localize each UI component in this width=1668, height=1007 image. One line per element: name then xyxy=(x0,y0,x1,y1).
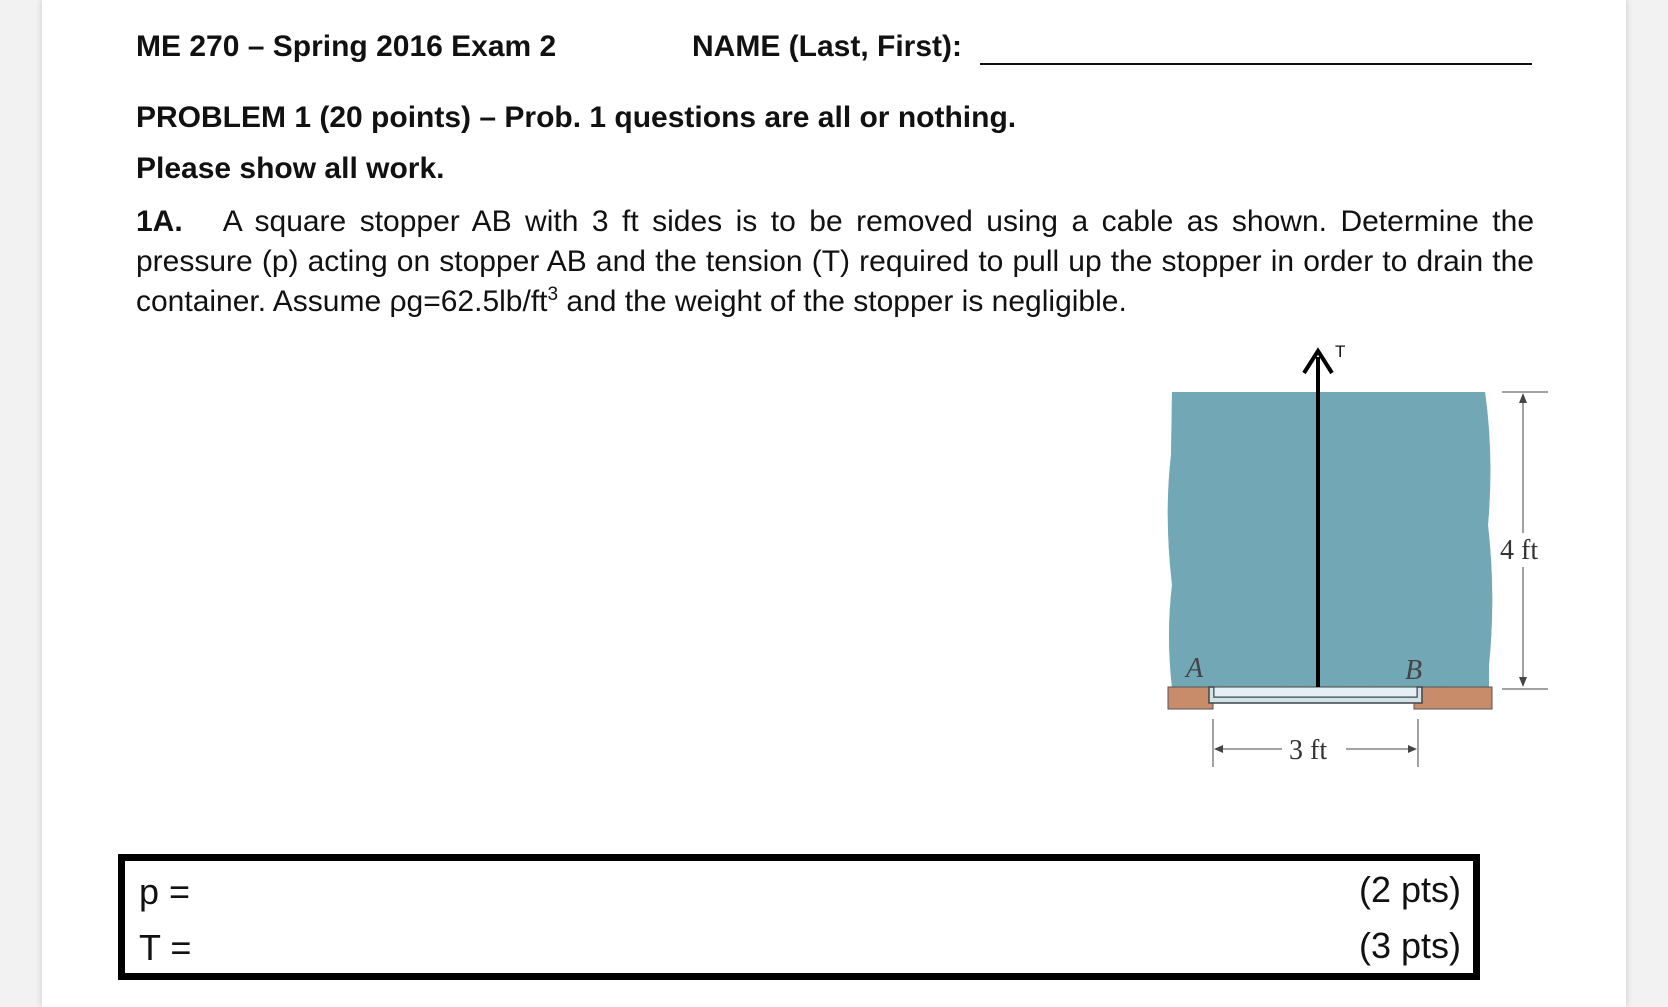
question-body-1: A square stopper AB with 3 ft sides is to be removed using a cable as shown. Determine the pressure (p) acting on stopper AB and the tension (T) required to pull up the stopper in order to drain the container. Assume ρg=62.5lb/ft xyxy=(136,205,1534,318)
exam-page xyxy=(42,0,1626,1007)
depth-label: 4 ft xyxy=(1500,535,1539,566)
answer-p-label: p = xyxy=(139,871,191,912)
floor-left xyxy=(1168,687,1213,709)
question-superscript: 3 xyxy=(547,284,559,305)
question-number: 1A. xyxy=(136,205,183,238)
answer-p-points: (2 pts) xyxy=(1358,869,1461,910)
question-body-2: and the weight of the stopper is negligible. xyxy=(558,285,1127,318)
point-b-label: B xyxy=(1405,655,1423,686)
stopper-diagram xyxy=(1122,335,1562,775)
name-blank-line xyxy=(980,63,1532,65)
problem-instruction: Please show all work. xyxy=(136,152,445,185)
tension-label: T xyxy=(1335,342,1346,361)
width-label: 3 ft xyxy=(1289,735,1328,766)
exam-header: ME 270 – Spring 2016 Exam 2 xyxy=(136,30,557,63)
problem-title: PROBLEM 1 (20 points) – Prob. 1 questions are all or nothing. xyxy=(136,101,1017,134)
answer-t-label: T = xyxy=(139,927,192,968)
answer-t-points: (3 pts) xyxy=(1358,925,1461,966)
floor-right xyxy=(1414,687,1492,709)
point-a-label: A xyxy=(1186,653,1204,684)
question-text xyxy=(136,202,1534,322)
answer-box xyxy=(118,854,1480,980)
name-label: NAME (Last, First): xyxy=(692,30,962,63)
